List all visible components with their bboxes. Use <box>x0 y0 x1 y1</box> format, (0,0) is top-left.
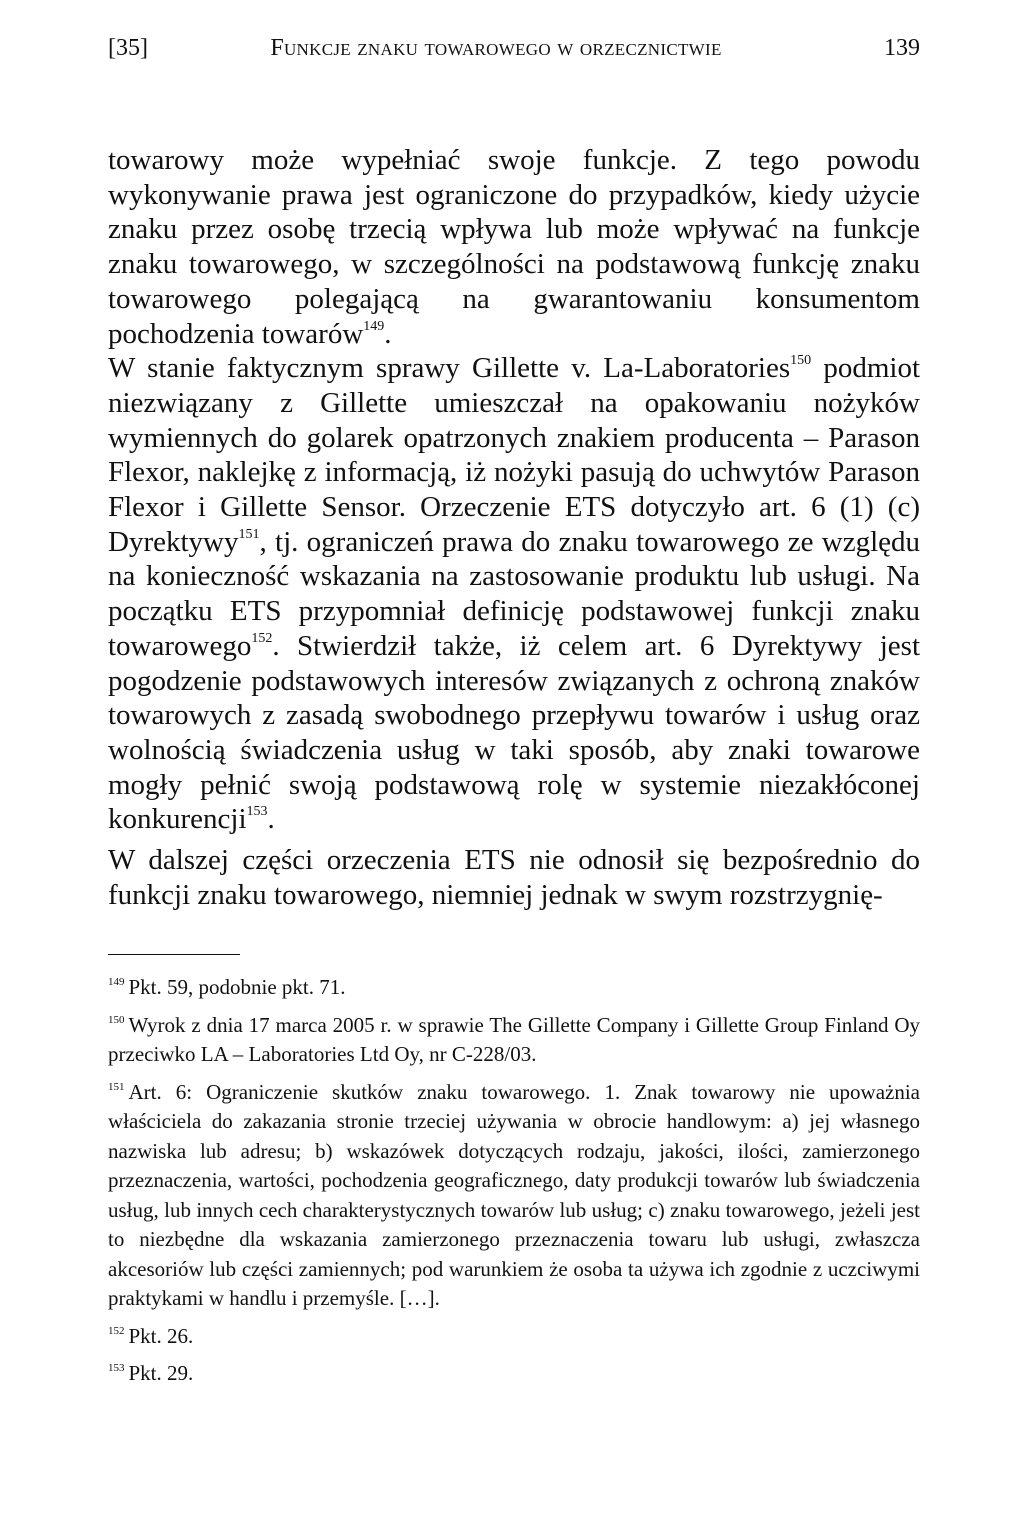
footnote-text: Art. 6: Ograniczenie skutków znaku towarowego. 1. Znak towarowy nie upoważnia właściciela do zakazania stronie trzeciej używania w obrocie handlowym: a) jej własnego nazwiska lub adresu; b) wskazówek dotyczących rodzaju, jakości, ilości, zamierzonego przeznaczenia, wartości, pochodzenia geograficznego, daty produkcji towarów lub świadczenia usług, lub innych cech charakterystycznych towarów lub usług; c) znaku towarowego, jeżeli jest to niezbędne dla wskazania zamierzonego przeznaczenia towaru lub usługi, zwłaszcza akcesoriów lub części zamiennych; pod warunkiem że osoba ta używa ich zgodnie z uczciwymi praktykami w handlu i przemyśle. […]. <box>108 1079 920 1311</box>
footnote-text: Pkt. 29. <box>128 1361 194 1386</box>
paragraph <box>108 843 920 912</box>
paragraph-text: W stanie faktycznym sprawy Gillette v. La-Laboratories <box>108 352 791 385</box>
footnote-reference: 149 <box>363 318 385 334</box>
footnote-reference: 152 <box>251 630 273 646</box>
footnote-text: Wyrok z dnia 17 marca 2005 r. w sprawie The Gillette Company i Gillette Group Finland Oy przeciwko LA – Laboratories Ltd Oy, nr C-228/03. <box>108 1012 920 1067</box>
body-text <box>108 143 920 912</box>
running-header <box>108 32 920 72</box>
paragraph <box>108 351 920 837</box>
footnotes <box>108 973 920 1389</box>
paragraph-text: , tj. ograniczeń prawa do znaku towarowego ze względu na konieczność wskazania na zastosowanie produktu lub usługi. Na początku ETS przypomniał definicję podstawowej funkcji znaku towarowego <box>108 525 920 662</box>
footnote-reference: 151 <box>238 526 260 542</box>
section-number: [35] <box>108 35 148 61</box>
paragraph <box>108 143 920 351</box>
paragraph-text: . Stwierdził także, iż celem art. 6 Dyrektywy jest pogodzenie podstawowych interesów związanych z ochroną znaków towarowych z zasadą swobodnego przepływu towarów i usług oraz wolnością świadczenia usług w taki sposób, aby znaki towarowe mogły pełnić swoją podstawową rolę w systemie niezakłóconej konkurencji <box>108 629 920 836</box>
footnote: 152 Pkt. 26. <box>108 1323 194 1348</box>
footnote: 149 Pkt. 59, podobnie pkt. 71. <box>108 975 346 1000</box>
footnote-reference: 153 <box>246 804 268 820</box>
paragraph-text: W dalszej części orzeczenia ETS nie odnosił się bezpośrednio do funkcji znaku towarowego, niemniej jednak w swym rozstrzygnię- <box>108 844 920 911</box>
paragraph-text: . <box>384 317 392 350</box>
footnote: 150 Wyrok z dnia 17 marca 2005 r. w sprawie The Gillette Company i Gillette Group Finland Oy przeciwko LA – Laboratories Ltd Oy, nr C-228/03. <box>108 1012 920 1067</box>
footnote-text: Pkt. 59, podobnie pkt. 71. <box>128 975 346 1000</box>
footnote: 151 Art. 6: Ograniczenie skutków znaku towarowego. 1. Znak towarowy nie upoważnia właściciela do zakazania stronie trzeciej używania w obrocie handlowym: a) jej własnego nazwiska lub adresu; b) wskazówek dotyczących rodzaju, jakości, ilości, zamierzonego przeznaczenia, wartości, pochodzenia geograficznego, daty produkcji towarów lub świadczenia usług, lub innych cech charakterystycznych towarów lub usług; c) znaku towarowego, jeżeli jest to niezbędne dla wskazania zamierzonego przeznaczenia towaru lub usługi, zwłaszcza akcesoriów lub części zamiennych; pod warunkiem że osoba ta używa ich zgodnie z uczciwymi praktykami w handlu i przemyśle. […]. <box>108 1079 920 1311</box>
document-page <box>108 32 920 1397</box>
running-title: Funkcje znaku towarowego w orzecznictwie <box>270 35 722 61</box>
footnote-separator <box>108 954 240 955</box>
paragraph-text: towarowy może wypełniać swoje funkcje. Z tego powodu wykonywanie prawa jest ograniczone do przypadków, kiedy użycie znaku przez osobę trzecią wpływa lub może wpływać na funkcje znaku towarowego, w szczególności na podstawową funkcję znaku towarowego polegającą na gwarantowaniu konsumentom pochodzenia towarów <box>108 144 920 350</box>
paragraph-text: . <box>267 803 275 836</box>
page-number: 139 <box>883 35 920 61</box>
footnote-reference: 150 <box>790 353 812 369</box>
footnote-text: Pkt. 26. <box>128 1323 194 1348</box>
footnote: 153 Pkt. 29. <box>108 1361 194 1386</box>
paragraph-text: podmiot niezwiązany z Gillette umieszczał na opakowaniu nożyków wymiennych do golarek opatrzonych znakiem producenta – Parason Flexor, naklejkę z informacją, iż nożyki pasują do uchwytów Parason Flexor i Gillette Sensor. Orzeczenie ETS dotyczyło art. 6 (1) (c) Dyrektywy <box>108 352 921 558</box>
